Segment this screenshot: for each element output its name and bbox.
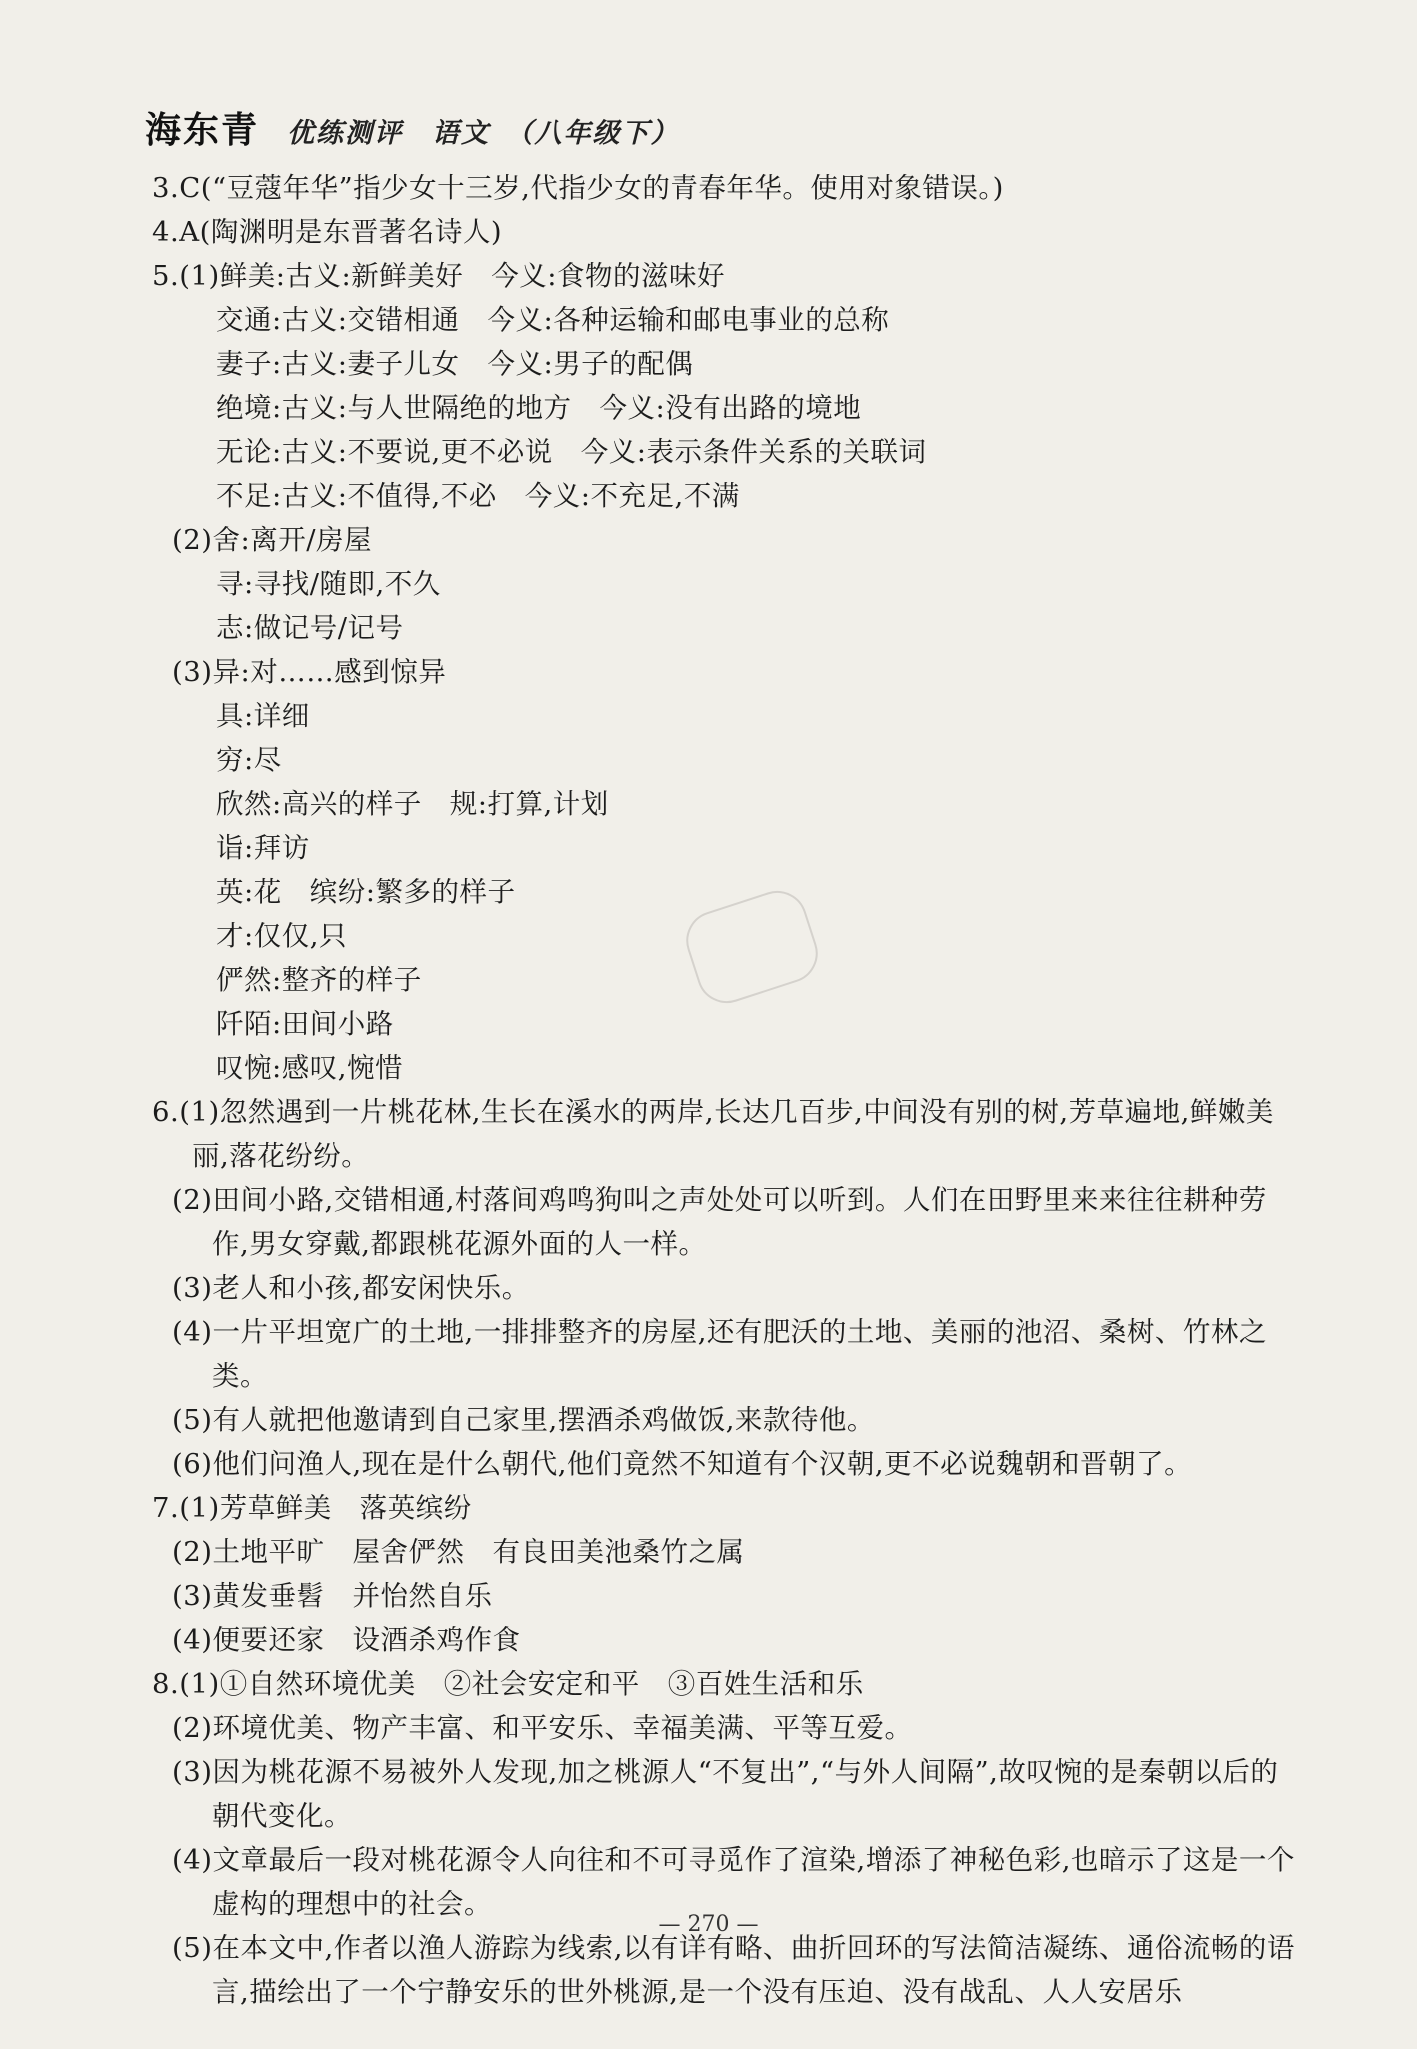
answer-line: 寻:寻找/随即,不久: [216, 568, 441, 600]
answer-line: 3.C(“豆蔻年华”指少女十三岁,代指少女的青春年华。使用对象错误。): [152, 172, 1004, 204]
answer-line: 志:做记号/记号: [216, 612, 404, 644]
answer-line: 8.(1)①自然环境优美 ②社会安定和平 ③百姓生活和乐: [152, 1668, 864, 1700]
answer-line: 穷:尽: [216, 744, 282, 776]
answer-line: (4)便要还家 设酒杀鸡作食: [172, 1624, 521, 1656]
answer-paragraph: (5)有人就把他邀请到自己家里,摆酒杀鸡做饭,来款待他。: [172, 1404, 875, 1436]
answer-line: 欣然:高兴的样子 规:打算,计划: [216, 788, 609, 820]
answer-line: 绝境:古义:与人世隔绝的地方 今义:没有出路的境地: [216, 392, 862, 424]
answer-paragraph: (3)老人和小孩,都安闲快乐。: [172, 1272, 530, 1304]
page-number: — 270 —: [658, 1912, 759, 1937]
answer-line: (2)舍:离开/房屋: [172, 524, 372, 556]
answer-line: 叹惋:感叹,惋惜: [216, 1052, 404, 1084]
answer-line: 7.(1)芳草鲜美 落英缤纷: [152, 1492, 472, 1524]
answer-line: 才:仅仅,只: [216, 920, 348, 952]
book-subtitle: 优练测评 语文 （八年级下）: [287, 118, 680, 149]
answer-line: 英:花 缤纷:繁多的样子: [216, 876, 516, 908]
answer-line: 具:详细: [216, 700, 310, 732]
answer-line: 阡陌:田间小路: [216, 1008, 394, 1040]
answer-line: (3)异:对……感到惊异: [172, 656, 447, 688]
answer-line: (2)环境优美、物产丰富、和平安乐、幸福美满、平等互爱。: [172, 1712, 913, 1744]
answer-paragraph: (3)因为桃花源不易被外人发现,加之桃源人“不复出”,“与外人间隔”,故叹惋的是秦朝以后的朝代变化。: [172, 1756, 1279, 1832]
answer-paragraph: 6.(1)忽然遇到一片桃花林,生长在溪水的两岸,长达几百步,中间没有别的树,芳草遍地,鲜嫩美丽,落花纷纷。: [152, 1096, 1274, 1172]
answer-line: 俨然:整齐的样子: [216, 964, 422, 996]
answer-line: (2)土地平旷 屋舍俨然 有良田美池桑竹之属: [172, 1536, 745, 1568]
answer-paragraph: (6)他们问渔人,现在是什么朝代,他们竟然不知道有个汉朝,更不必说魏朝和晋朝了。: [172, 1448, 1193, 1480]
page-header: [145, 102, 680, 153]
answer-line: 妻子:古义:妻子儿女 今义:男子的配偶: [216, 348, 694, 380]
answer-content: [152, 166, 1302, 2014]
answer-line: 不足:古义:不值得,不必 今义:不充足,不满: [216, 480, 740, 512]
answer-line: 无论:古义:不要说,更不必说 今义:表示条件关系的关联词: [216, 436, 927, 468]
answer-paragraph: (4)文章最后一段对桃花源令人向往和不可寻觅作了渲染,增添了神秘色彩,也暗示了这是一个虚构的理想中的社会。: [172, 1844, 1295, 1920]
brand-title: 海东青: [145, 110, 260, 151]
answer-paragraph: (5)在本文中,作者以渔人游踪为线索,以有详有略、曲折回环的写法简洁凝练、通俗流畅的语言,描绘出了一个宁静安乐的世外桃源,是一个没有压迫、没有战乱、人人安居乐: [172, 1932, 1295, 2008]
answer-line: 诣:拜访: [216, 832, 310, 864]
answer-paragraph: (2)田间小路,交错相通,村落间鸡鸣狗叫之声处处可以听到。人们在田野里来来往往耕种劳作,男女穿戴,都跟桃花源外面的人一样。: [172, 1184, 1267, 1260]
answer-line: 交通:古义:交错相通 今义:各种运输和邮电事业的总称: [216, 304, 890, 336]
answer-line: 4.A(陶渊明是东晋著名诗人): [152, 216, 503, 248]
answer-line: 5.(1)鲜美:古义:新鲜美好 今义:食物的滋味好: [152, 260, 725, 292]
answer-paragraph: (4)一片平坦宽广的土地,一排排整齐的房屋,还有肥沃的土地、美丽的池沼、桑树、竹林之类。: [172, 1316, 1267, 1392]
answer-line: (3)黄发垂髫 并怡然自乐: [172, 1580, 493, 1612]
